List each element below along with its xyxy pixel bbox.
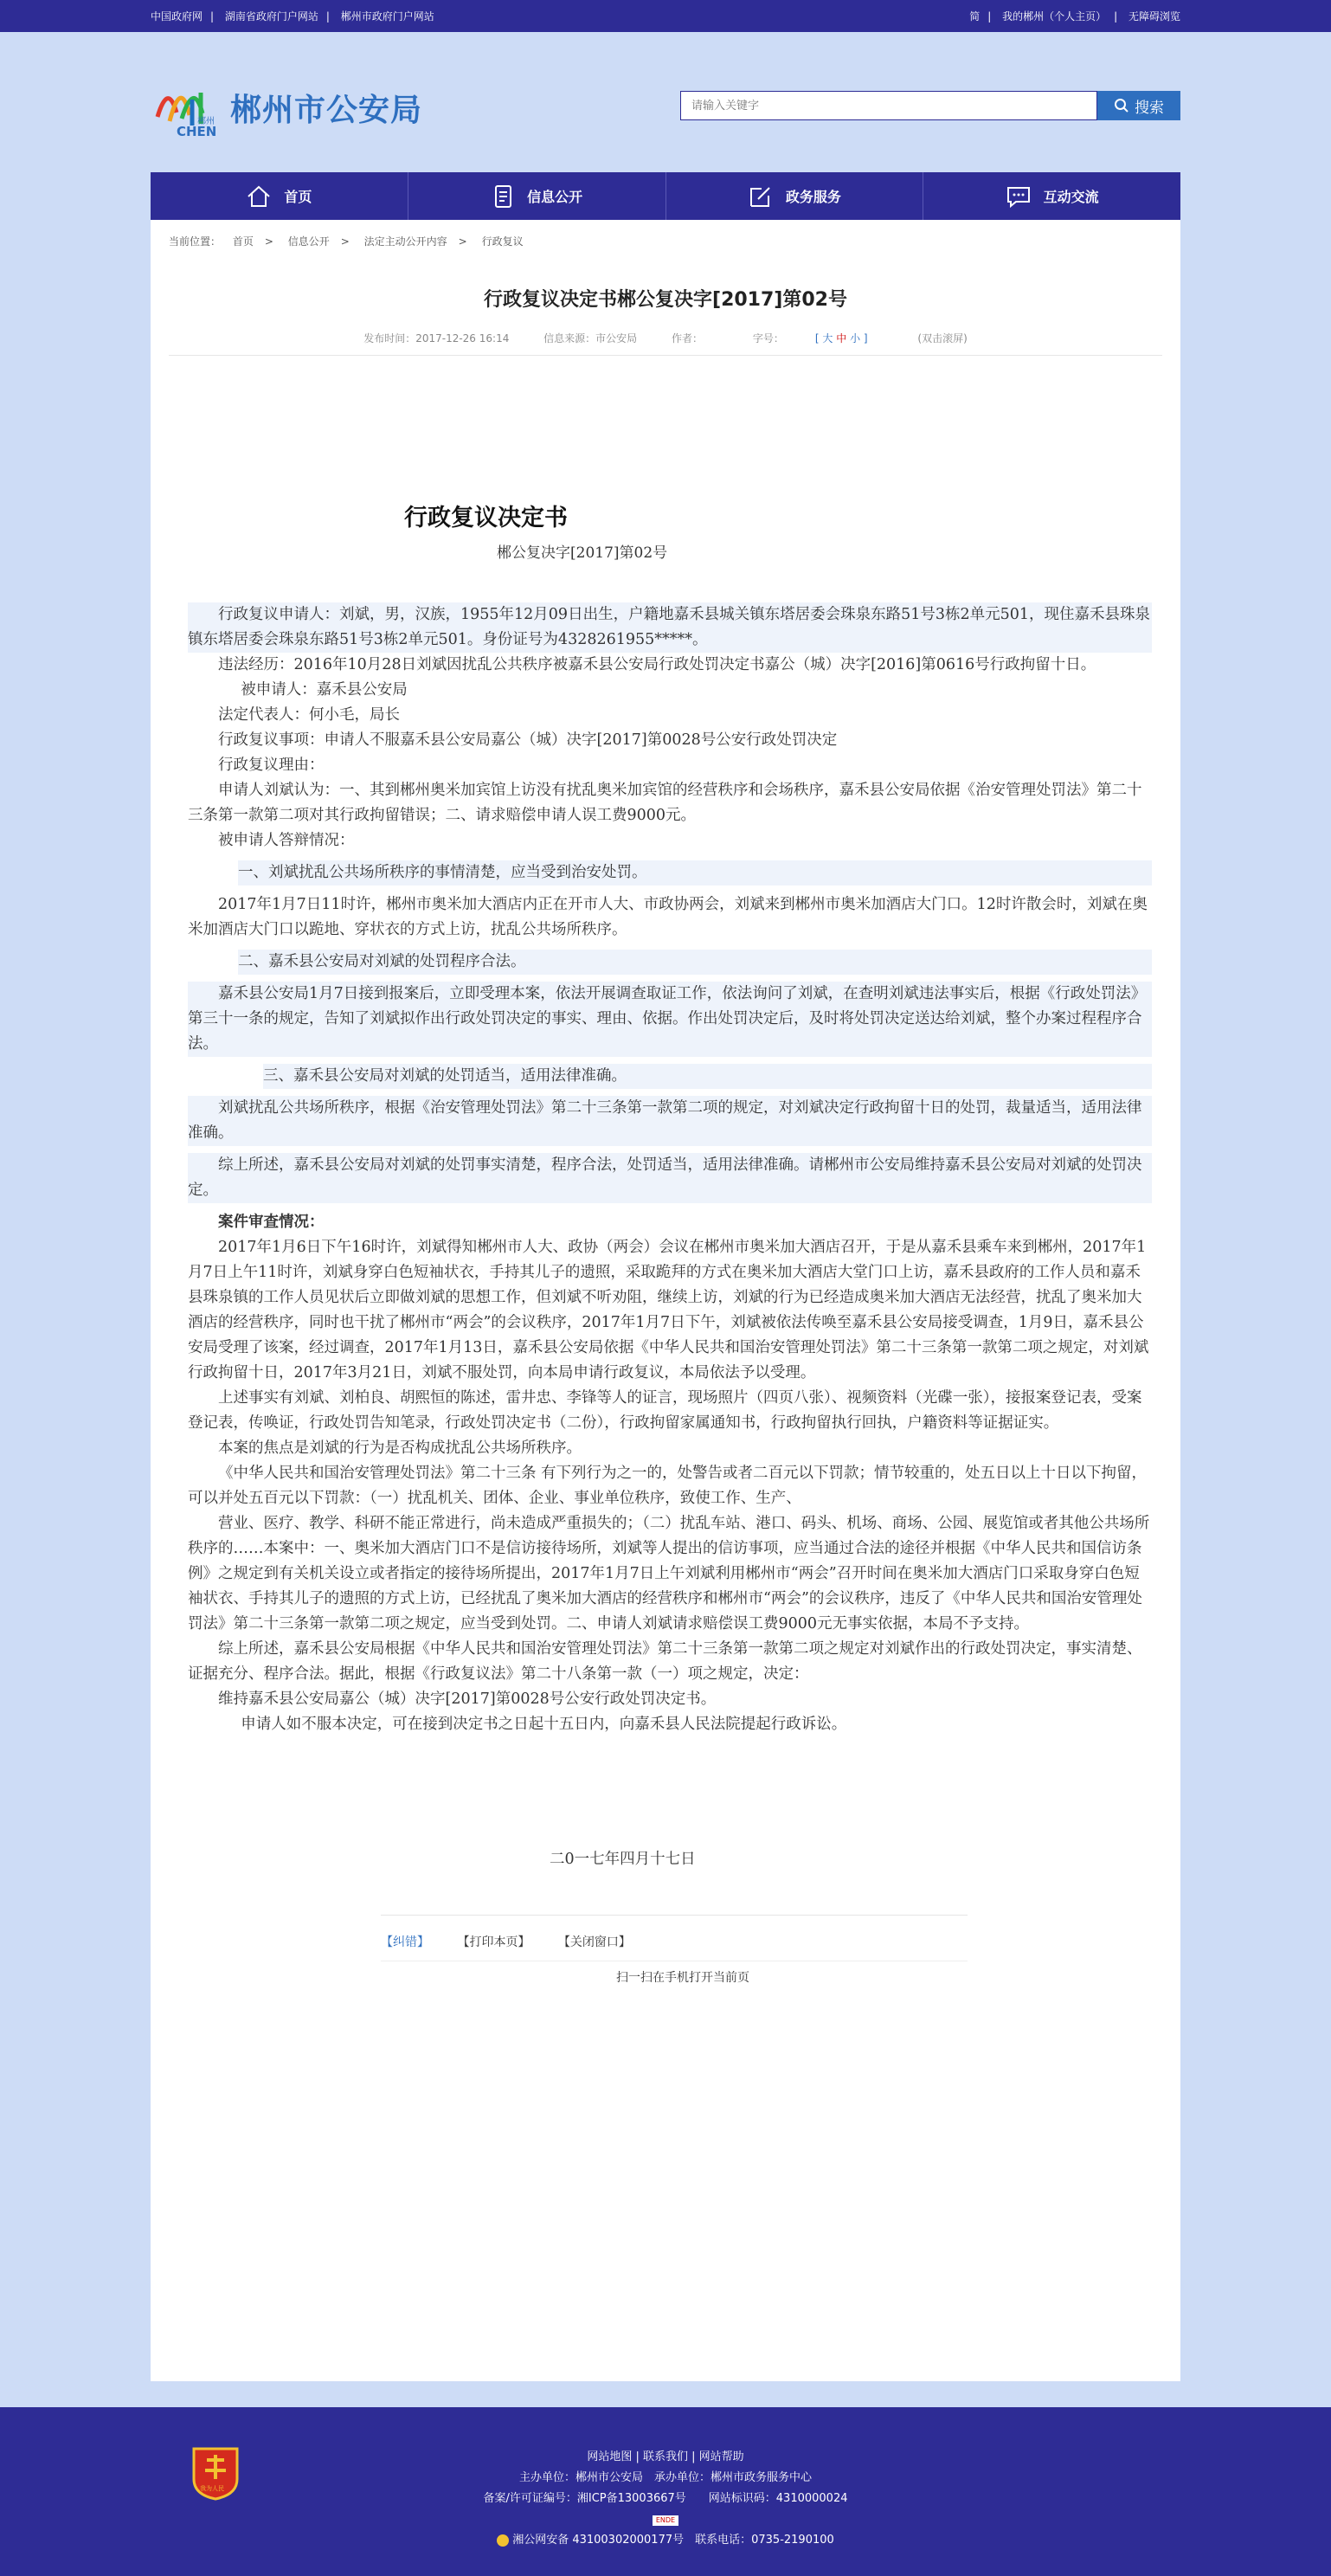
edit-icon [748,184,774,209]
doc-date: 二0一七年四月十七日 [550,1851,696,1868]
doc-section: 一、刘斌扰乱公共场所秩序的事情清楚，应当受到治安处罚。 [238,860,1152,886]
breadcrumb-label: 当前位置： [169,235,222,248]
ende-badge[interactable]: ENDE [653,2515,678,2526]
doc-paragraph: 嘉禾县公安局1月7日接到报案后，立即受理本案，依法开展调查取证工作，依法询问了刘斌，在查明刘斌违法事实后，根据《行政处罚法》第三十一条的规定，告知了刘斌拟作出行政处罚决定的事实、理由、依据。作出处罚决定后，及时将处罚决定送达给刘斌，整个办案过程程序合法。 [188,982,1152,1057]
home-icon [246,184,272,209]
doc-paragraph: 综上所述，嘉禾县公安局对刘斌的处罚事实清楚，程序合法，处罚适当，适用法律准确。请郴州市公安局维持嘉禾县公安局对刘斌的处罚决定。 [188,1153,1152,1203]
doc-paragraph: 上述事实有刘斌、刘柏良、胡熙恒的陈述，雷井忠、李锋等人的证言，现场照片（四页八张）、视频资料（光碟一张），接报案登记表，受案登记表，传唤证，行政处罚告知笔录，行政处罚决定书（二份），行政拘留家属通知书，行政拘留执行回执，户籍资料等证据证实。 [188,1389,1142,1432]
doc-paragraph: 违法经历：2016年10月28日刘斌因扰乱公共秩序被嘉禾县公安局行政处罚决定书嘉公（城）决字[2016]第0616号行政拘留十日。 [218,656,1096,673]
logo-mark-icon [151,74,222,141]
search-button[interactable] [1097,91,1180,120]
doc-paragraph: 维持嘉禾县公安局嘉公（城）决字[2017]第0028号公安行政处罚决定书。 [218,1690,717,1708]
doc-paragraph: 本案的焦点是刘斌的行为是否构成扰乱公共场所秩序。 [218,1439,582,1457]
doc-paragraph: 刘斌扰乱公共场所秩序，根据《治安管理处罚法》第二十三条第一款第二项的规定，对刘斌决定行政拘留十日的处罚，裁量适当，适用法律准确。 [188,1096,1152,1146]
site-footer [0,2407,1331,2576]
doc-paragraph: 申请人刘斌认为：一、其到郴州奥米加宾馆上访没有扰乱奥米加宾馆的经营秩序和会场秩序，嘉禾县公安局依据《治安管理处罚法》第二十三条第一款第二项对其行政拘留错误；二、请求赔偿申请人误工费9000元。 [188,782,1142,824]
top-bar [0,0,1331,32]
document-body [169,506,1162,1872]
article-tools [381,1915,968,1950]
search-button-label: 搜索 [1135,99,1164,117]
article-title: 行政复议决定书郴公复决字[2017]第02号 [484,289,847,311]
nav-service-label: 政务服务 [785,189,841,205]
link-chenzhou[interactable]: 郴州市政府门户网站 [340,10,434,23]
top-links: 中国政府网 | 湖南省政府门户网站 | 郴州市政府门户网站 [151,10,434,23]
doc-paragraph: 综上所述，嘉禾县公安局根据《中华人民共和国治安管理处罚法》第二十三条第一款第二项之规定对刘斌作出的行政处罚决定，事实清楚、证据充分、程序合法。据此，根据《行政复议法》第二十八条第一款（一）项之规定，决定： [188,1640,1142,1683]
breadcrumb-home[interactable]: 首页 [232,235,254,248]
doc-section: 二、嘉禾县公安局对刘斌的处罚程序合法。 [238,950,1152,975]
dblclick-scroll: (双击滚屏) [917,332,968,345]
footer-links[interactable]: 网站地图 | 联系我们 | 网站帮助 [587,2450,744,2463]
link-simplified[interactable]: 简 [969,10,981,23]
author: 作者： [672,332,704,345]
doc-paragraph: 2017年1月6日下午16时许，刘斌得知郴州市人大、政协（两会）会议在郴州市奥米加大酒店召开，于是从嘉禾县乘车来到郴州，2017年1月7日上午11时许，刘斌身穿白色短袖状衣，手持其儿子的遗照，采取跪拜的方式在奥米加大酒店大堂门口上访，嘉禾县政府的工作人员和嘉禾县珠泉镇的工作人员见状后立即做刘斌的思想工作，但刘斌不听劝阻，继续上访，刘斌的行为已经造成奥米加大酒店无法经营，扰乱了奥米加大酒店的经营秩序，同时也干扰了郴州市“两会”的会议秩序，2017年1月7日下午，刘斌被依法传唤至嘉禾县公安局接受调查，1月9日，嘉禾县公安局受理了该案，经过调查，2017年1月13日，嘉禾县公安局依据《中华人民共和国治安管理处罚法》第二十三条第一款第二项之规定，对刘斌行政拘留十日，2017年3月21日，刘斌不服处罚，向本局申请行政复议，本局依法予以受理。 [188,1239,1149,1381]
font-mid-button[interactable]: 中 [836,332,847,345]
doc-paragraph: 行政复议理由： [218,757,325,774]
link-gov-cn[interactable]: 中国政府网 [151,10,203,23]
info-source: 信息来源：市公安局 [543,332,638,345]
nav-info[interactable] [408,172,666,220]
nav-home[interactable] [151,172,408,220]
publish-time: 发布时间：2017-12-26 16:14 [363,332,510,345]
document-icon [491,184,515,209]
nav-service[interactable] [666,172,924,220]
correct-button[interactable]: 【纠错】 [381,1935,429,1949]
close-window-button[interactable]: 【关闭窗口】 [557,1935,631,1949]
qr-hint: 扫一扫在手机打开当前页 [616,1971,749,1985]
doc-number: 郴公复决字[2017]第02号 [497,544,668,562]
footer-info [151,2447,1180,2551]
doc-paragraph: 申请人如不服本决定，可在接到决定书之日起十五日内，向嘉禾县人民法院提起行政诉讼。 [241,1716,847,1733]
doc-paragraph: 被申请人答辩情况： [218,832,355,849]
main-content [151,220,1180,2381]
footer-police: 湘公网安备 43100302000177号 联系电话：0735-2190100 [151,2530,1180,2551]
logo-small-text: 郴州 [197,117,215,126]
doc-paragraph: 行政复议事项：申请人不服嘉禾县公安局嘉公（城）决字[2017]第0028号公安行政处罚决定 [218,731,838,749]
nav-home-label: 首页 [284,189,312,205]
link-accessibility[interactable]: 无障碍浏览 [1128,10,1180,23]
doc-paragraph: 营业、医疗、教学、科研不能正常进行，尚未造成严重损失的；（二）扰乱车站、港口、码头、机场、商场、公园、展览馆或者其他公共场所秩序的……本案中：一、奥米加大酒店门口不是信访接待场所，刘斌等人提出的信访事项，应当通过合法的途径并根据《中华人民共和国信访条例》之规定到有关机关设立或者指定的接待场所提出，2017年1月7日上午刘斌利用郴州市“两会”召开时间在奥米加大酒店门口采取身穿白色短袖状衣、手持其儿子的遗照的方式上访，已经扰乱了奥米加大酒店的经营秩序和郴州市“两会”的会议秩序，违反了《中华人民共和国治安管理处罚法》第二十三条第一款第二项之规定，应当受到处罚。二、申请人刘斌请求赔偿误工费9000元无事实依据，本局不予支持。 [188,1515,1150,1633]
footer-icp: 备案/许可证编号：湘ICP备13003667号 网站标识码：4310000024 [483,2492,848,2505]
doc-paragraph: 法定代表人：何小毛，局长 [218,706,400,724]
link-my-chenzhou[interactable]: 我的郴州（个人主页） [1002,10,1107,23]
breadcrumb-info[interactable]: 信息公开 [287,235,330,248]
doc-paragraph: 被申请人：嘉禾县公安局 [241,681,408,699]
site-title: 郴州市公安局 [230,92,423,128]
font-small-button[interactable]: 小 [850,332,861,345]
article-meta [169,331,1162,356]
search-icon [1114,98,1129,113]
search-input[interactable] [680,91,1097,120]
font-size-control: 字号： [ 大 中 小 ] [752,332,868,345]
site-header [151,32,1180,172]
print-button[interactable]: 【打印本页】 [457,1935,530,1949]
footer-sponsor: 主办单位：郴州市公安局 承办单位：郴州市政务服务中心 [518,2471,812,2484]
nav-interact[interactable] [923,172,1180,220]
doc-paragraph: 行政复议申请人：刘斌，男，汉族，1955年12月09日出生，户籍地嘉禾县城关镇东塔居委会珠泉东路51号3栋2单元501，现住嘉禾县珠泉镇东塔居委会珠泉东路51号3栋2单元501。身份证号为4328261955*****。 [188,602,1152,653]
doc-paragraph: 《中华人民共和国治安管理处罚法》第二十三条 有下列行为之一的，处警告或者二百元以下罚款；情节较重的，处五日以上十日以下拘留，可以并处五百元以下罚款：（一）扰乱机关、团体、企业、事业单位秩序，致使工作、生产、 [188,1465,1148,1507]
nav-interact-label: 互动交流 [1043,189,1099,205]
doc-title: 行政复议决定书 [404,505,568,531]
breadcrumb-review[interactable]: 行政复议 [481,235,524,248]
doc-section: 三、嘉禾县公安局对刘斌的处罚适当，适用法律准确。 [263,1064,1152,1089]
link-hunan[interactable]: 湖南省政府门户网站 [224,10,318,23]
breadcrumb-statutory[interactable]: 法定主动公开内容 [363,235,447,248]
nav-info-label: 信息公开 [527,189,583,205]
main-nav [151,172,1180,220]
site-logo[interactable] [151,74,422,141]
top-right-links: 简 | 我的郴州（个人主页） | 无障碍浏览 [969,10,1180,23]
search-box [680,91,1180,120]
chat-icon [1006,184,1032,209]
party-logo-text: 我为人民 [200,2485,224,2492]
doc-paragraph: 2017年1月7日11时许，郴州市奥米加大酒店内正在开市人大、市政协两会，刘斌来到郴州市奥米加酒店大门口。12时许散会时，刘斌在奥米加酒店大门口以跪地、穿状衣的方式上访，扰乱公共场所秩序。 [188,896,1148,938]
breadcrumb: 当前位置： 首页 > 信息公开 > 法定主动公开内容 > 行政复议 [169,235,524,248]
font-big-button[interactable]: 大 [822,332,833,345]
doc-heading: 案件审查情况： [218,1214,325,1231]
logo-en-text: CHEN [177,124,217,139]
police-badge-icon [497,2534,509,2547]
